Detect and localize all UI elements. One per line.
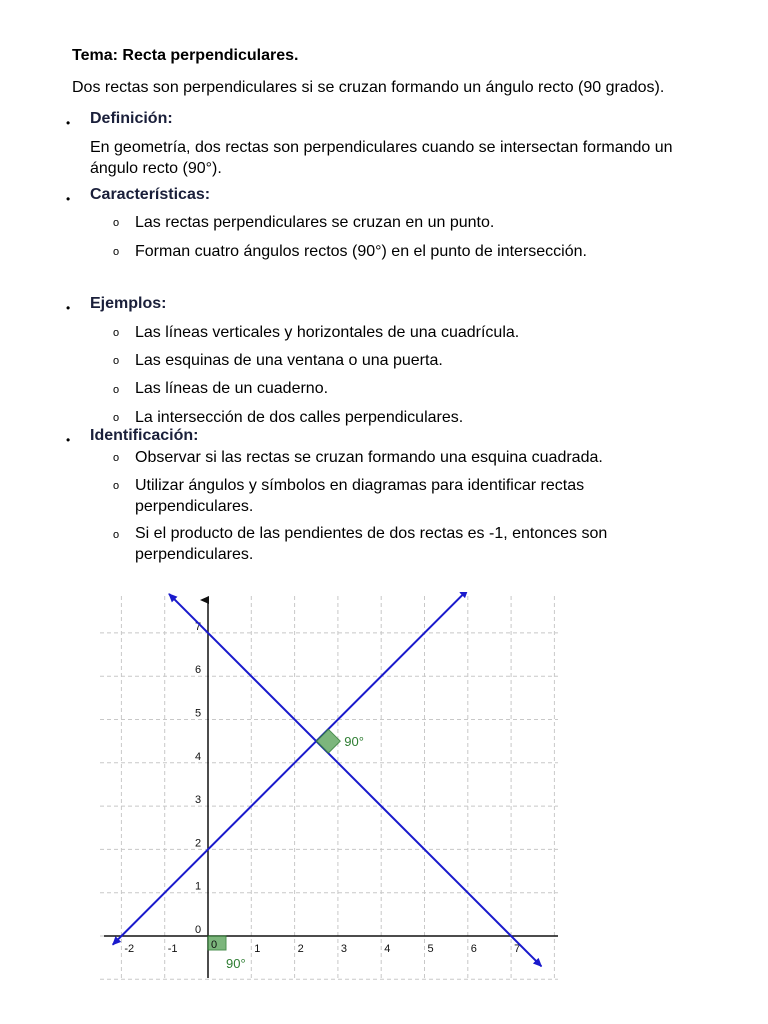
angle-label: 90° bbox=[226, 956, 246, 971]
series-line-1 bbox=[113, 592, 468, 945]
sub-bullet-marker: o bbox=[113, 529, 120, 541]
x-tick-label: 5 bbox=[427, 943, 434, 955]
definition-paragraph: En geometría, dos rectas son perpendiculares cuando se intersectan formando un ángulo recto (90°). bbox=[90, 139, 673, 177]
y-tick-label: 4 bbox=[195, 750, 202, 763]
list-item: Forman cuatro ángulos rectos (90°) en el punto de intersección. bbox=[135, 243, 587, 260]
x-tick-label: 3 bbox=[340, 943, 348, 955]
x-tick-label: 1 bbox=[254, 943, 261, 955]
y-tick-label: 3 bbox=[195, 794, 202, 807]
x-tick-label: 4 bbox=[384, 943, 391, 955]
x-tick-label: -1 bbox=[167, 943, 178, 955]
section-heading-ejemplos: Ejemplos: bbox=[90, 295, 167, 312]
x-tick-label: -2 bbox=[124, 943, 135, 955]
bullet-dot: • bbox=[66, 433, 71, 447]
sub-bullet-marker: o bbox=[113, 217, 120, 229]
y-tick-label: 0 bbox=[195, 924, 202, 936]
list-item: Las líneas verticales y horizontales de una cuadrícula. bbox=[135, 324, 520, 341]
list-item: Las rectas perpendiculares se cruzan en un punto. bbox=[135, 214, 495, 231]
list-item: Utilizar ángulos y símbolos en diagramas para identificar rectas perpendiculares. bbox=[135, 477, 585, 515]
sub-bullet-marker: o bbox=[113, 452, 120, 464]
sub-bullet-marker: o bbox=[113, 480, 120, 492]
list-item: Las esquinas de una ventana o una puerta. bbox=[135, 352, 443, 369]
list-item: Si el producto de las pendientes de dos rectas es -1, entonces son perpendiculares. bbox=[135, 525, 608, 563]
series-line-2 bbox=[169, 594, 541, 966]
perpendicular-lines-plot bbox=[96, 592, 566, 982]
bullet-dot: • bbox=[66, 192, 71, 206]
y-tick-label: 5 bbox=[195, 707, 202, 720]
intro-paragraph: Dos rectas son perpendiculares si se cruzan formando un ángulo recto (90 grados). bbox=[72, 79, 665, 96]
sub-bullet-marker: o bbox=[113, 384, 120, 396]
x-tick-label: 6 bbox=[470, 943, 477, 955]
list-item: Observar si las rectas se cruzan formando una esquina cuadrada. bbox=[135, 449, 603, 466]
sub-bullet-marker: o bbox=[113, 246, 120, 258]
doc-title: Tema: Recta perpendiculares. bbox=[72, 47, 299, 64]
y-tick-label: 6 bbox=[195, 664, 202, 677]
bullet-dot: • bbox=[66, 301, 71, 315]
x-tick-label: 7 bbox=[514, 943, 521, 955]
section-heading-identificacion: Identificación: bbox=[90, 427, 199, 444]
list-item: Las líneas de un cuaderno. bbox=[135, 380, 329, 397]
section-heading-caracteristicas: Características: bbox=[90, 186, 211, 203]
bullet-dot: • bbox=[66, 116, 71, 130]
angle-label: 90° bbox=[344, 734, 364, 750]
x-tick-label: 0 bbox=[211, 939, 218, 951]
sub-bullet-marker: o bbox=[113, 327, 120, 339]
right-angle-marker-intersection bbox=[316, 729, 340, 753]
sub-bullet-marker: o bbox=[113, 355, 120, 367]
section-heading-definicion: Definición: bbox=[90, 110, 173, 127]
y-tick-label: 1 bbox=[195, 880, 202, 893]
sub-bullet-marker: o bbox=[113, 412, 120, 424]
x-tick-label: 2 bbox=[297, 943, 304, 955]
y-tick-label: 2 bbox=[195, 837, 202, 850]
list-item: La intersección de dos calles perpendiculares. bbox=[135, 409, 464, 426]
y-tick-label: 7 bbox=[195, 620, 202, 633]
